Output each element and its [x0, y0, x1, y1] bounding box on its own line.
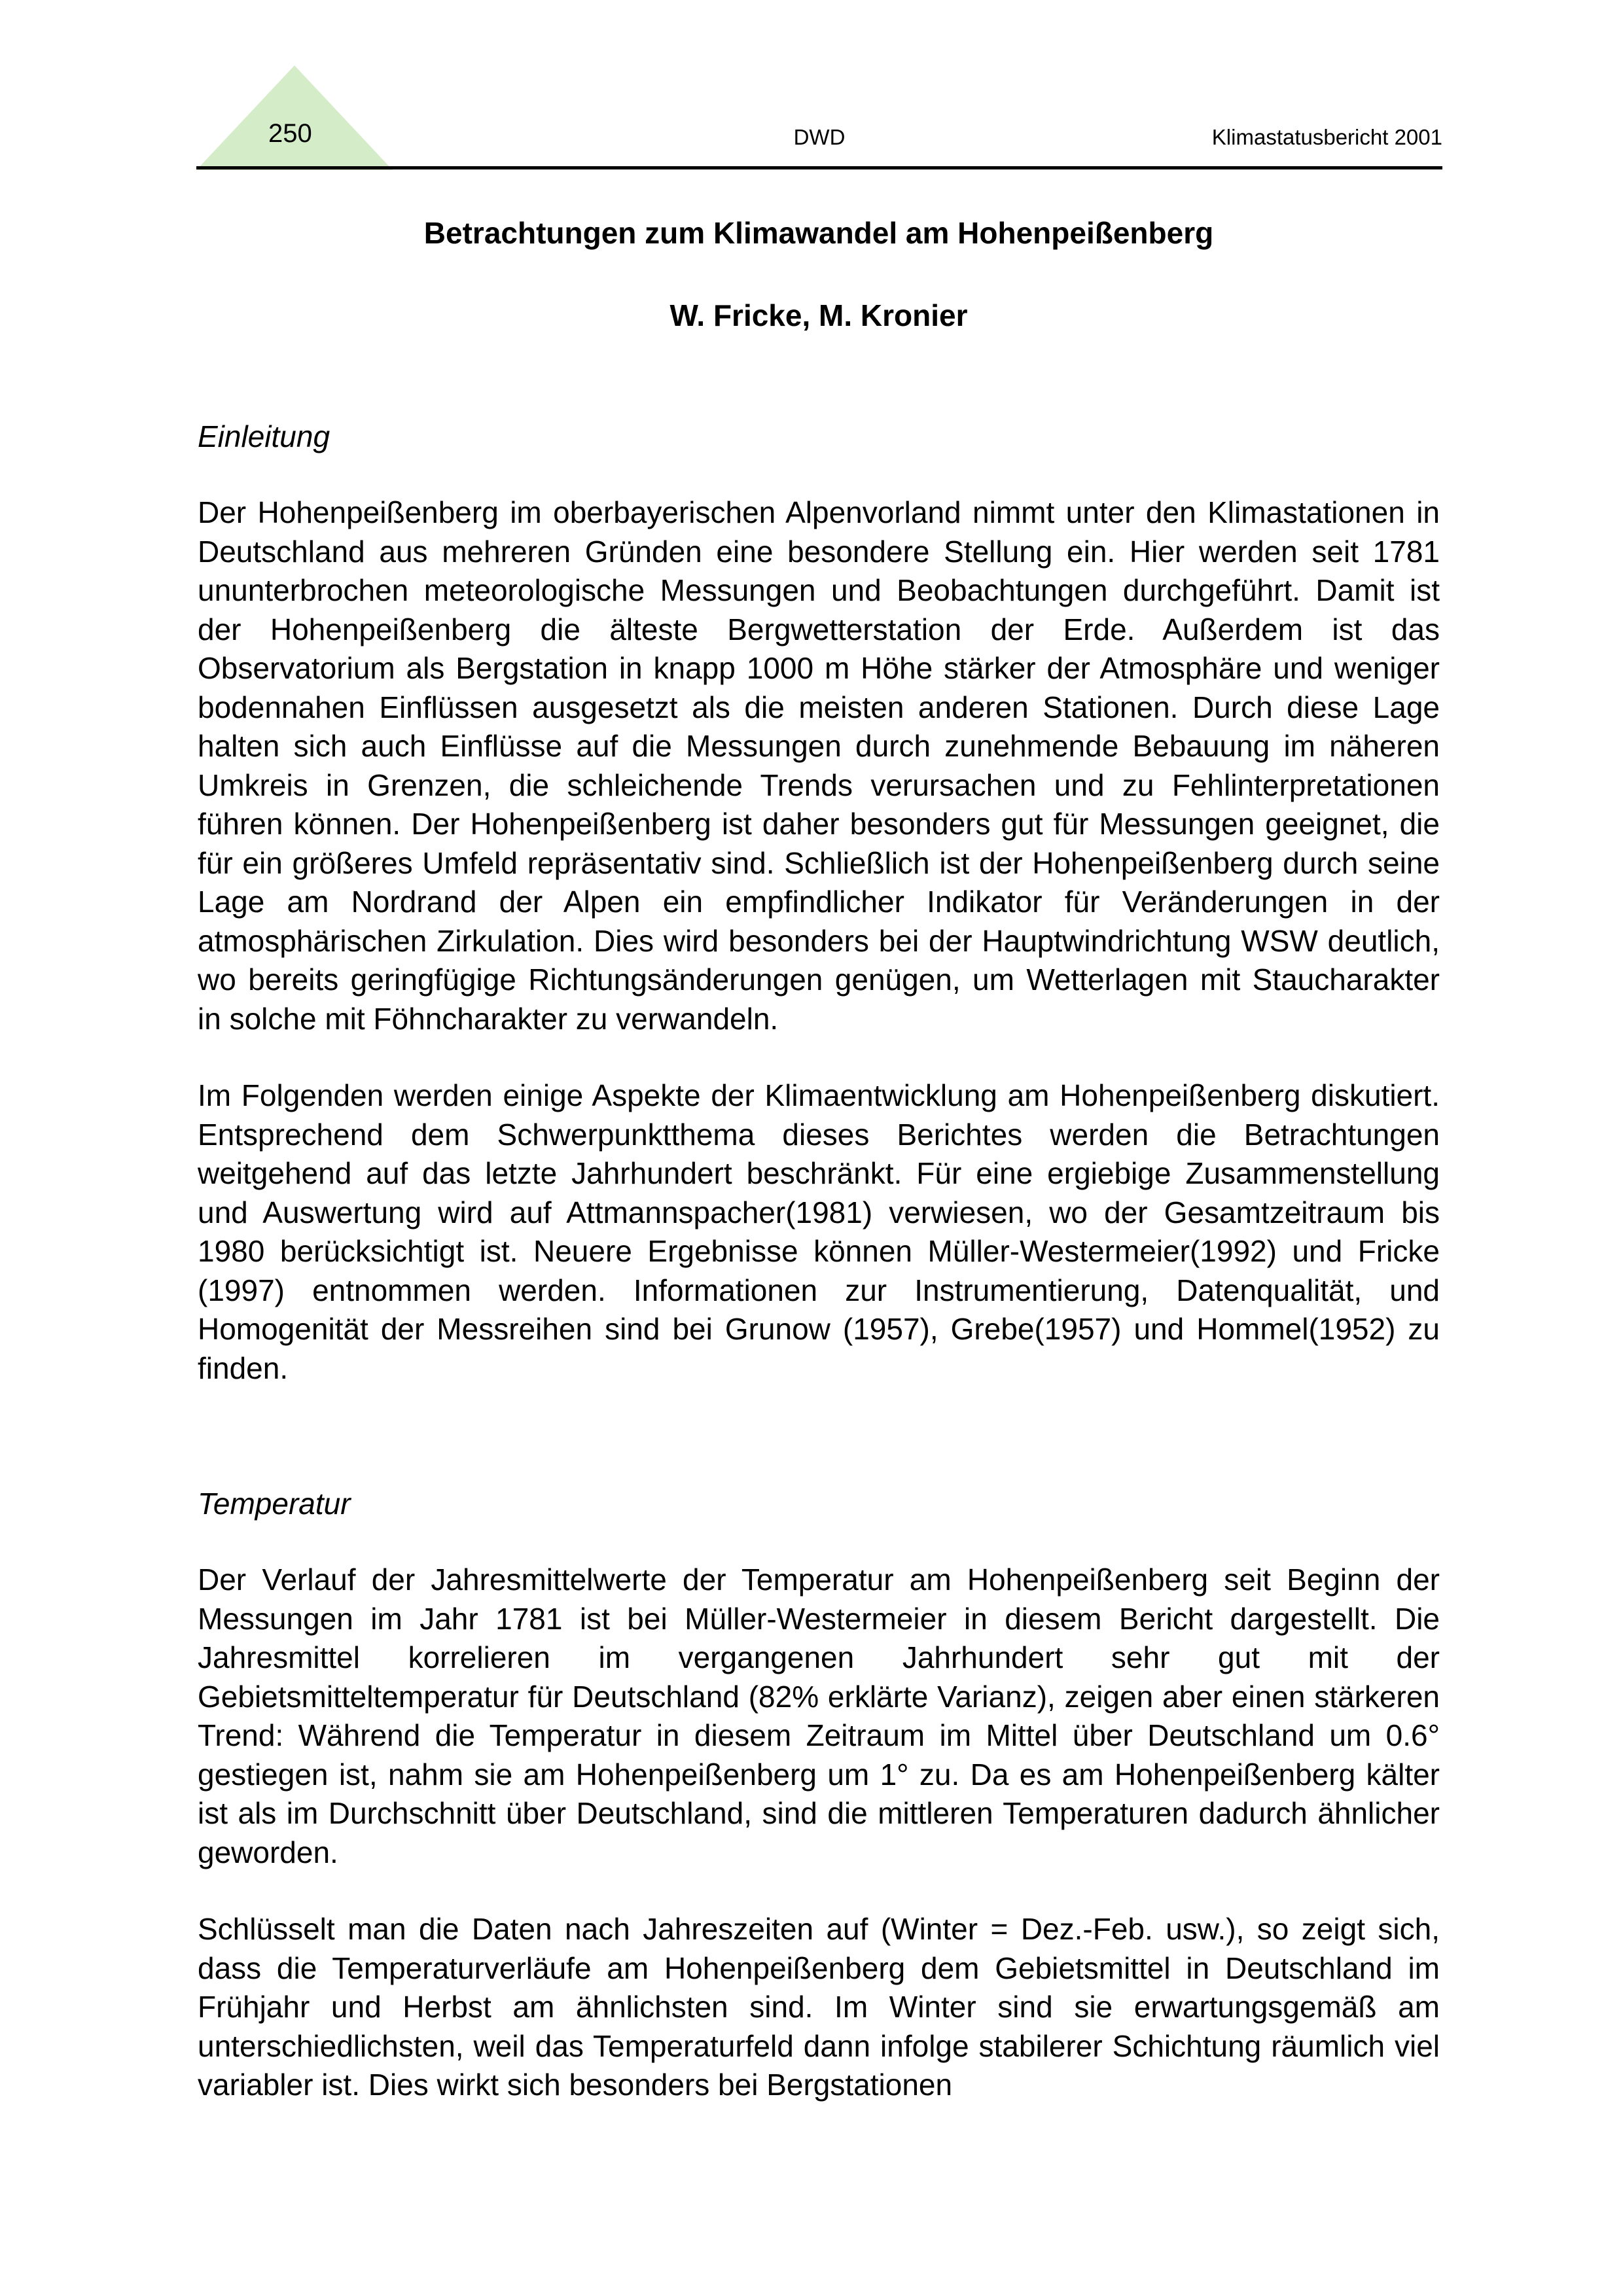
article-authors: W. Fricke, M. Kronier — [669, 298, 968, 332]
header-publisher: DWD — [793, 125, 846, 149]
article-body — [198, 196, 1440, 2105]
page-header — [196, 65, 1442, 170]
paragraph: Der Verlauf der Jahresmittelwerte der Temperatur am Hohenpeißenberg seit Beginn der Messungen im Jahr 1781 ist bei Müller-Westermeier in diesem Bericht dargestellt. Die Jahresmittel korrelieren im vergangenen Jahrhundert sehr gut mit der Gebietsmitteltemperatur für Deutschland (82% erklärte Varianz), zeigen aber einen stärkeren Trend: Während die Temperatur in diesem Zeitraum im Mittel über Deutschland um 0.6° gestiegen ist, nahm sie am Hohenpeißenberg um 1° zu. Da es am Hohenpeißenberg kälter ist als im Durchschnitt über Deutschland, sind die mittleren Temperaturen dadurch ähnlicher geworden. — [198, 1563, 1440, 1869]
section-heading-temperatur: Temperatur — [198, 1487, 351, 1521]
section-heading-einleitung: Einleitung — [198, 419, 330, 453]
paragraph: Der Hohenpeißenberg im oberbayerischen Alpenvorland nimmt unter den Klimastationen in Deutschland aus mehreren Gründen eine besondere Stellung ein. Hier werden seit 1781 ununterbrochen meteorologische Messungen und Beobachtungen durchgeführt. Damit ist der Hohenpeißenberg die älteste Bergwetterstation der Erde. Außerdem ist das Observatorium als Bergstation in knapp 1000 m Höhe stärker der Atmosphäre und weniger bodennahen Einflüssen ausgesetzt als die meisten anderen Stationen. Durch diese Lage halten sich auch Einflüsse auf die Messungen durch zunehmende Bebauung im näheren Umkreis in Grenzen, die schleichende Trends verursachen und zu Fehlinterpretationen führen können. Der Hohenpeißenberg ist daher besonders gut für Messungen geeignet, die für ein größeres Umfeld repräsentativ sind. Schließlich ist der Hohenpeißenberg durch seine Lage am Nordrand der Alpen ein empfindlicher Indikator für Veränderungen in der atmosphärischen Zirkulation. Dies wird besonders bei der Hauptwindrichtung WSW deutlich, wo bereits geringfügige Richtungsänderungen genügen, um Wetterlagen mit Staucharakter in solche mit Föhncharakter zu verwandeln. — [198, 495, 1440, 1036]
header-rule — [196, 166, 1442, 169]
paragraph: Schlüsselt man die Daten nach Jahreszeiten auf (Winter = Dez.-Feb. usw.), so zeigt sich, dass die Temperaturverläufe am Hohenpeißenberg dem Gebietsmittel in Deutschland im Frühjahr und Herbst am ähnlichsten sind. Im Winter sind sie erwartungsgemäß am unterschiedlichsten, weil das Temperaturfeld dann infolge stabilerer Schichtung räumlich viel variabler ist. Dies wirkt sich besonders bei Bergstationen — [198, 1912, 1440, 2102]
article-title: Betrachtungen zum Klimawandel am Hohenpeißenberg — [423, 216, 1214, 250]
page-number: 250 — [268, 119, 312, 148]
header-report-title: Klimastatusbericht 2001 — [1211, 125, 1442, 149]
paragraph: Im Folgenden werden einige Aspekte der Klimaentwicklung am Hohenpeißenberg diskutiert. Entsprechend dem Schwerpunktthema dieses Berichtes werden die Betrachtungen weitgehend auf das letzte Jahrhundert beschränkt. Für eine ergiebige Zusammenstellung und Auswertung wird auf Attmannspacher(1981) verwiesen, wo der Gesamtzeitraum bis 1980 berücksichtigt ist. Neuere Ergebnisse können Müller-Westermeier(1992) und Fricke (1997) entnommen werden. Informationen zur Instrumentierung, Datenqualität, und Homogenität der Messreihen sind bei Grunow (1957), Grebe(1957) und Hommel(1952) zu finden. — [198, 1078, 1440, 1385]
